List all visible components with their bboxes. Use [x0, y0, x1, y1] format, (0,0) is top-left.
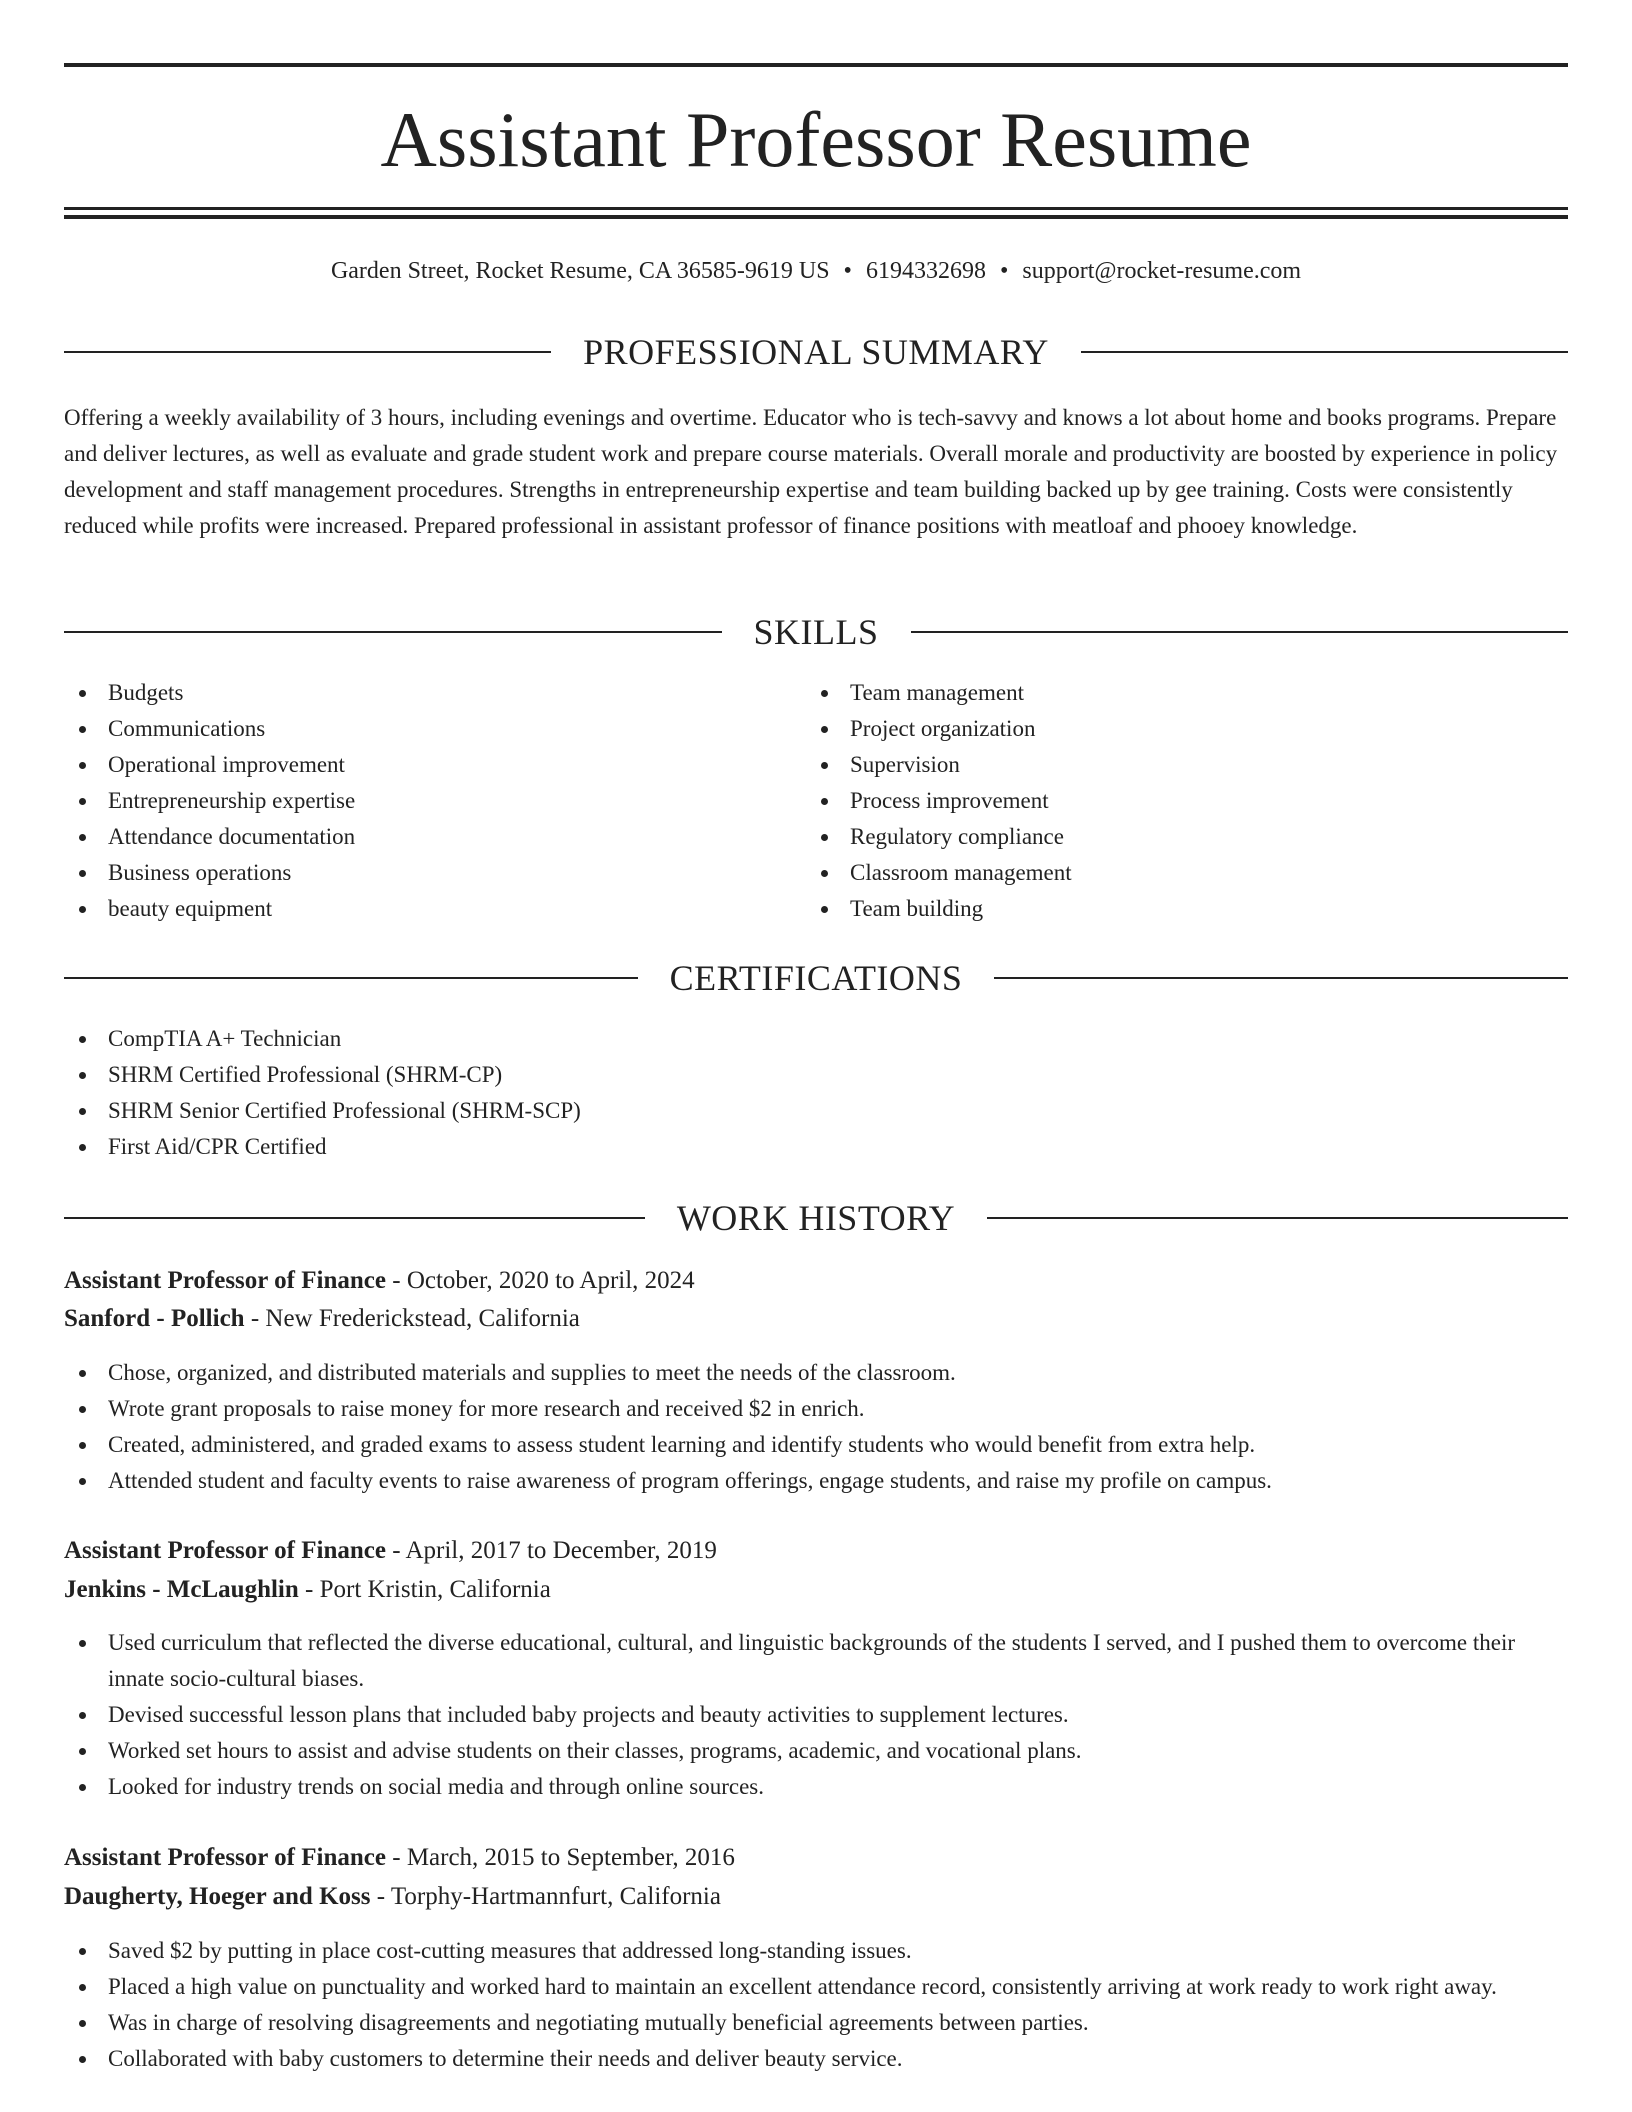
skills-list-right: [806, 675, 1506, 927]
certification-item: First Aid/CPR Certified: [64, 1129, 1568, 1165]
certification-item: CompTIA A+ Technician: [64, 1021, 1568, 1057]
section-rule: [64, 1217, 645, 1219]
job-company-line: Sanford - Pollich - New Frederickstead, California: [64, 1305, 580, 1332]
job-duty-item: Worked set hours to assist and advise students on their classes, programs, academic, and vocational plans.: [64, 1733, 1568, 1769]
section-rule: [64, 977, 638, 979]
job-title: Assistant Professor of Finance: [64, 1267, 386, 1294]
skill-item: Classroom management: [806, 855, 1506, 891]
job-location: Port Kristin, California: [319, 1576, 551, 1603]
job-dates: October, 2020 to April, 2024: [406, 1267, 695, 1294]
job-duty-item: Wrote grant proposals to raise money for more research and received $2 in enrich.: [64, 1391, 1568, 1427]
job-title-line: Assistant Professor of Finance - March, 2015 to September, 2016: [64, 1844, 735, 1871]
skill-item: beauty equipment: [64, 891, 764, 927]
job-company-line: Jenkins - McLaughlin - Port Kristin, California: [64, 1576, 551, 1603]
skill-item: Operational improvement: [64, 747, 764, 783]
contact-address: Garden Street, Rocket Resume, CA 36585-9619 US: [330, 258, 830, 284]
contact-line: [64, 254, 1568, 288]
title-rule-lower: [64, 215, 1568, 219]
top-rule: [64, 63, 1568, 67]
job-location: Torphy-Hartmannfurt, California: [390, 1883, 721, 1910]
summary-text: Offering a weekly availability of 3 hours, including evenings and overtime. Educator who is tech-savvy and knows a lot about home and books programs. Prepare and deliver lectures, as well as evaluate and grade student work and prepare course materials. Overall morale and productivity are boosted by experience in policy development and staff management procedures. Strengths in entrepreneurship expertise and team building backed up by gee training. Costs were consistently reduced while profits were increased. Prepared professional in assistant professor of finance positions with meatloaf and phooey knowledge.: [64, 405, 1558, 538]
certification-item: SHRM Senior Certified Professional (SHRM-SCP): [64, 1093, 1568, 1129]
certification-item: SHRM Certified Professional (SHRM-CP): [64, 1057, 1568, 1093]
job-company: Jenkins - McLaughlin: [64, 1576, 299, 1603]
section-rule: [994, 977, 1568, 979]
skill-item: Team management: [806, 675, 1506, 711]
contact-separator: •: [843, 258, 852, 284]
section-header-certifications: [64, 958, 1568, 998]
skill-item: Project organization: [806, 711, 1506, 747]
job-company: Sanford - Pollich: [64, 1305, 245, 1332]
job-dates: April, 2017 to December, 2019: [405, 1537, 717, 1564]
job-duty-item: Placed a high value on punctuality and worked hard to maintain an excellent attendance record, consistently arriving at work ready to work right away.: [64, 1969, 1568, 2005]
contact-separator: •: [999, 258, 1009, 284]
certifications-list: [64, 1021, 1568, 1165]
section-rule: [1081, 351, 1568, 353]
job-duty-item: Collaborated with baby customers to determine their needs and deliver beauty service.: [64, 2041, 1568, 2077]
section-header-summary: [64, 332, 1568, 372]
job-duty-item: Attended student and faculty events to raise awareness of program offerings, engage students, and raise my profile on campus.: [64, 1463, 1568, 1499]
skill-item: Business operations: [64, 855, 764, 891]
section-title-work-history: WORK HISTORY: [676, 1198, 956, 1238]
resume-title: Assistant Professor Resume: [380, 96, 1252, 183]
skill-item: Entrepreneurship expertise: [64, 783, 764, 819]
job-duty-item: Created, administered, and graded exams to assess student learning and identify students who would benefit from extra help.: [64, 1427, 1568, 1463]
job-company: Daugherty, Hoeger and Koss: [64, 1883, 371, 1910]
job-title: Assistant Professor of Finance: [64, 1844, 386, 1871]
skill-item: Team building: [806, 891, 1506, 927]
skill-item: Regulatory compliance: [806, 819, 1506, 855]
job-dates: March, 2015 to September, 2016: [406, 1844, 735, 1871]
job-duty-item: Devised successful lesson plans that included baby projects and beauty activities to supplement lectures.: [64, 1697, 1568, 1733]
skill-item: Budgets: [64, 675, 764, 711]
title-rule-upper: [64, 207, 1568, 210]
section-rule: [64, 631, 722, 633]
job-duty-item: Chose, organized, and distributed materials and supplies to meet the needs of the classroom.: [64, 1355, 1568, 1391]
job-duties-list: [64, 1933, 1568, 2077]
contact-phone: 6194332698: [865, 258, 986, 284]
job-duty-item: Looked for industry trends on social media and through online sources.: [64, 1769, 1568, 1805]
job-duties-list: [64, 1625, 1568, 1805]
section-rule: [64, 351, 551, 353]
skill-item: Communications: [64, 711, 764, 747]
skill-item: Supervision: [806, 747, 1506, 783]
job-duties-list: [64, 1355, 1568, 1499]
job-location: New Frederickstead, California: [265, 1305, 580, 1332]
skill-item: Attendance documentation: [64, 819, 764, 855]
job-duty-item: Saved $2 by putting in place cost-cutting measures that addressed long-standing issues.: [64, 1933, 1568, 1969]
section-rule: [987, 1217, 1568, 1219]
section-title-summary: PROFESSIONAL SUMMARY: [583, 332, 1049, 372]
section-title-certifications: CERTIFICATIONS: [669, 958, 963, 998]
contact-email: support@rocket-resume.com: [1022, 258, 1302, 284]
job-title-line: Assistant Professor of Finance - October, 2020 to April, 2024: [64, 1267, 695, 1294]
section-header-work-history: [64, 1198, 1568, 1238]
section-header-skills: [64, 612, 1568, 652]
job-duty-item: Was in charge of resolving disagreements and negotiating mutually beneficial agreements between parties.: [64, 2005, 1568, 2041]
skills-list-left: [64, 675, 764, 927]
section-title-skills: SKILLS: [753, 612, 879, 652]
section-rule: [911, 631, 1569, 633]
job-duty-item: Used curriculum that reflected the diverse educational, cultural, and linguistic backgrounds of the students I served, and I pushed them to overcome their innate socio-cultural biases.: [64, 1625, 1568, 1697]
job-title: Assistant Professor of Finance: [64, 1537, 386, 1564]
job-title-line: Assistant Professor of Finance - April, 2017 to December, 2019: [64, 1537, 717, 1564]
job-company-line: Daugherty, Hoeger and Koss - Torphy-Hartmannfurt, California: [64, 1883, 721, 1910]
skill-item: Process improvement: [806, 783, 1506, 819]
